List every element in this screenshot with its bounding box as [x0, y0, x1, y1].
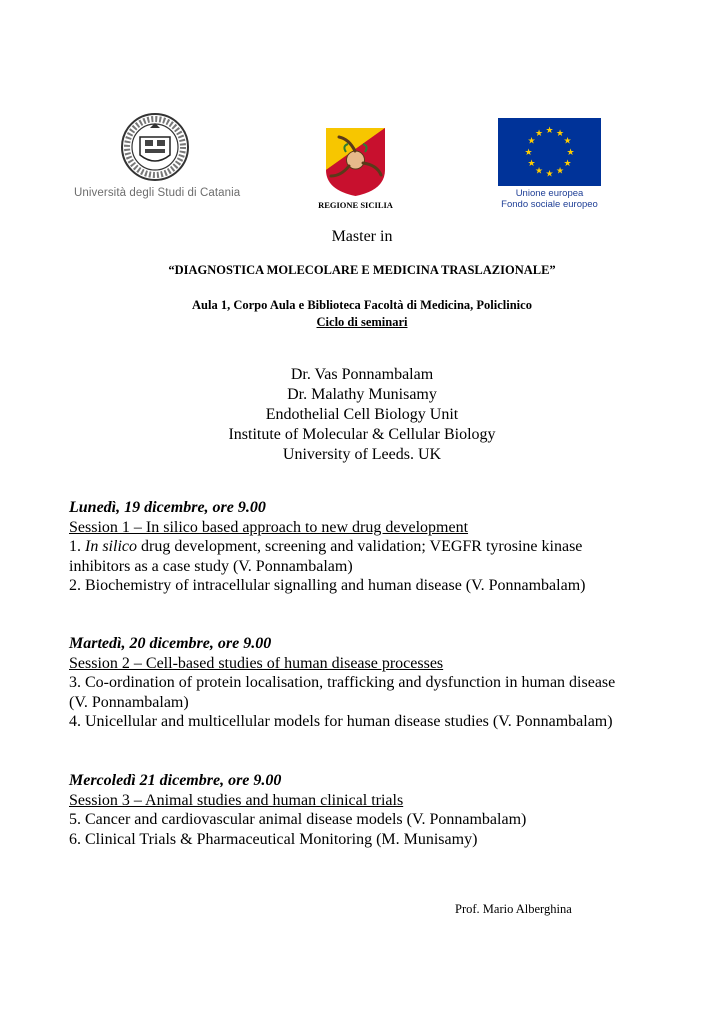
speakers-block — [0, 365, 724, 465]
session-item: 6. Clinical Trials & Pharmaceutical Monitoring (M. Munisamy) — [69, 830, 478, 848]
session-item — [69, 537, 669, 557]
item-number: 1. — [69, 538, 85, 555]
seal-icon — [68, 112, 243, 187]
eu-caption-line2: Fondo sociale europeo — [501, 199, 598, 210]
eu-caption — [498, 188, 601, 210]
trinacria-shield-icon — [308, 126, 403, 198]
item-text: drug development, screening and validation; VEGFR tyrosine kinase — [137, 538, 583, 555]
session-day: Martedì, 20 dicembre, ore 9.00 — [69, 635, 272, 652]
region-logo — [308, 126, 403, 212]
eu-flag-icon — [498, 118, 601, 186]
session-title: Session 2 – Cell-based studies of human disease processes — [69, 654, 444, 672]
svg-text:★: ★ — [555, 166, 565, 177]
svg-text:★: ★ — [545, 126, 554, 136]
session-item: 2. Biochemistry of intracellular signalling and human disease (V. Ponnambalam) — [69, 577, 586, 594]
affiliation-university: University of Leeds. UK — [282, 446, 442, 463]
session-title: Session 1 – In silico based approach to new drug development — [69, 518, 469, 536]
svg-text:★: ★ — [524, 148, 533, 158]
seminar-cycle: Ciclo di seminari — [316, 315, 408, 329]
svg-text:★: ★ — [555, 129, 565, 139]
session-item: 3. Co-ordination of protein localisation, trafficking and dysfunction in human disease — [69, 674, 616, 691]
svg-text:★: ★ — [566, 148, 575, 158]
affiliation-unit: Endothelial Cell Biology Unit — [265, 406, 459, 423]
svg-text:★: ★ — [563, 136, 572, 147]
session-day: Lunedì, 19 dicembre, ore 9.00 — [69, 499, 266, 516]
university-name: Università degli Studi di Catania — [74, 187, 241, 199]
region-name: REGIONE SICILIA — [318, 200, 393, 210]
session-2 — [69, 634, 669, 732]
item-italic: In silico — [85, 538, 137, 555]
signature: Prof. Mario Alberghina — [455, 902, 572, 916]
session-item: 4. Unicellular and multicellular models for human disease studies (V. Ponnambalam) — [69, 713, 613, 730]
master-heading: Master in — [331, 228, 393, 245]
session-item: 5. Cancer and cardiovascular animal disease models (V. Ponnambalam) — [69, 811, 527, 828]
eu-caption-line1: Unione europea — [515, 188, 584, 199]
speaker-1: Dr. Vas Ponnambalam — [290, 366, 434, 383]
session-item-continued: (V. Ponnambalam) — [69, 693, 189, 711]
session-item-continued: inhibitors as a case study (V. Ponnambalam) — [69, 557, 353, 575]
svg-text:★: ★ — [545, 169, 554, 180]
session-3 — [69, 771, 669, 849]
svg-text:★: ★ — [563, 159, 572, 169]
affiliation-institute: Institute of Molecular & Cellular Biology — [228, 426, 496, 443]
session-1 — [69, 498, 669, 596]
eu-logo — [498, 118, 603, 213]
university-logo — [68, 112, 243, 202]
session-title: Session 3 – Animal studies and human clinical trials — [69, 791, 404, 809]
venue: Aula 1, Corpo Aula e Biblioteca Facoltà di Medicina, Policlinico — [192, 298, 532, 312]
svg-text:★: ★ — [534, 166, 544, 177]
svg-text:★: ★ — [527, 136, 536, 147]
session-day: Mercoledì 21 dicembre, ore 9.00 — [69, 772, 282, 789]
course-title: “DIAGNOSTICA MOLECOLARE E MEDICINA TRASLAZIONALE” — [168, 263, 556, 277]
svg-text:★: ★ — [534, 129, 544, 139]
speaker-2: Dr. Malathy Munisamy — [287, 386, 437, 403]
svg-text:★: ★ — [527, 159, 536, 169]
